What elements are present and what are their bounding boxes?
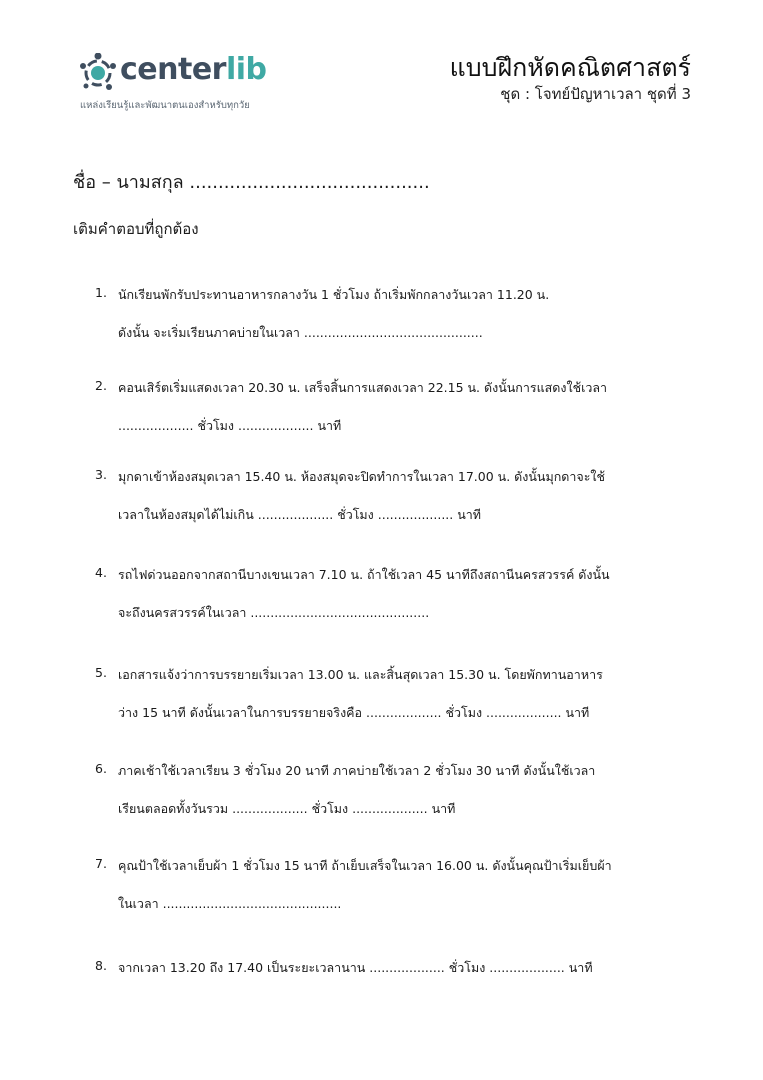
question-number: 2. <box>95 378 107 393</box>
question-number: 1. <box>95 285 107 300</box>
instruction-text: เติมคำตอบที่ถูกต้อง <box>73 220 199 238</box>
question-number: 7. <box>95 856 107 871</box>
brand-tagline: แหล่งเรียนรู้และพัฒนาตนเองสำหรับทุกวัย <box>80 100 250 111</box>
question-text: รถไฟด่วนออกจากสถานีบางเขนเวลา 7.10 น. ถ้าใช้เวลา 45 นาทีถึงสถานีนครสวรรค์ ดังนั้น <box>118 567 610 582</box>
student-name-line: ชื่อ – นามสกุล .......................................... <box>73 172 430 193</box>
question-number: 4. <box>95 565 107 580</box>
page-title: แบบฝึกหัดคณิตศาสตร์ <box>449 53 691 82</box>
question-number: 6. <box>95 761 107 776</box>
question-answer-line: ดังนั้น จะเริ่มเรียนภาคบ่ายในเวลา ............................................. <box>118 325 483 340</box>
brand-logo <box>78 50 308 114</box>
question-answer-line: ................... ชั่วโมง ................... นาที <box>118 418 342 433</box>
question-text: เอกสารแจ้งว่าการบรรยายเริ่มเวลา 13.00 น. และสิ้นสุดเวลา 15.30 น. โดยพักทานอาหาร <box>118 667 603 682</box>
question-number: 3. <box>95 467 107 482</box>
question-answer-line: ในเวลา ............................................. <box>118 896 342 911</box>
question-text: ภาคเช้าใช้เวลาเรียน 3 ชั่วโมง 20 นาที ภาคบ่ายใช้เวลา 2 ชั่วโมง 30 นาที ดังนั้นใช้เวลา <box>118 763 596 778</box>
question-answer-line: จะถึงนครสวรรค์ในเวลา ............................................. <box>118 605 430 620</box>
question-text: นักเรียนพักรับประทานอาหารกลางวัน 1 ชั่วโมง ถ้าเริ่มพักกลางวันเวลา 11.20 น. <box>118 287 550 302</box>
question-text: มุกดาเข้าห้องสมุดเวลา 15.40 น. ห้องสมุดจะปิดทำการในเวลา 17.00 น. ดังนั้นมุกดาจะใช้ <box>118 469 606 484</box>
page-subtitle: ชุด : โจทย์ปัญหาเวลา ชุดที่ 3 <box>500 85 691 103</box>
question-text: คุณป้าใช้เวลาเย็บผ้า 1 ชั่วโมง 15 นาที ถ้าเย็บเสร็จในเวลา 16.00 น. ดังนั้นคุณป้าเริ่มเย็บผ้า <box>118 858 612 873</box>
question-answer-line: เรียนตลอดทั้งวันรวม ................... ชั่วโมง ................... นาที <box>118 801 456 816</box>
question-number: 8. <box>95 958 107 973</box>
question-answer-line: ว่าง 15 นาที ดังนั้นเวลาในการบรรยายจริงคือ ................... ชั่วโมง ................... นาที <box>118 705 590 720</box>
question-number: 5. <box>95 665 107 680</box>
question-answer-line: เวลาในห้องสมุดได้ไม่เกิน ................... ชั่วโมง ................... นาที <box>118 507 482 522</box>
molecule-logo-icon <box>78 53 118 93</box>
brand-name: centerlib <box>120 52 267 87</box>
question-text: จากเวลา 13.20 ถึง 17.40 เป็นระยะเวลานาน ................... ชั่วโมง ................... นาที <box>118 960 593 975</box>
question-text: คอนเสิร์ตเริ่มแสดงเวลา 20.30 น. เสร็จสิ้นการแสดงเวลา 22.15 น. ดังนั้นการแสดงใช้เวลา <box>118 380 608 395</box>
